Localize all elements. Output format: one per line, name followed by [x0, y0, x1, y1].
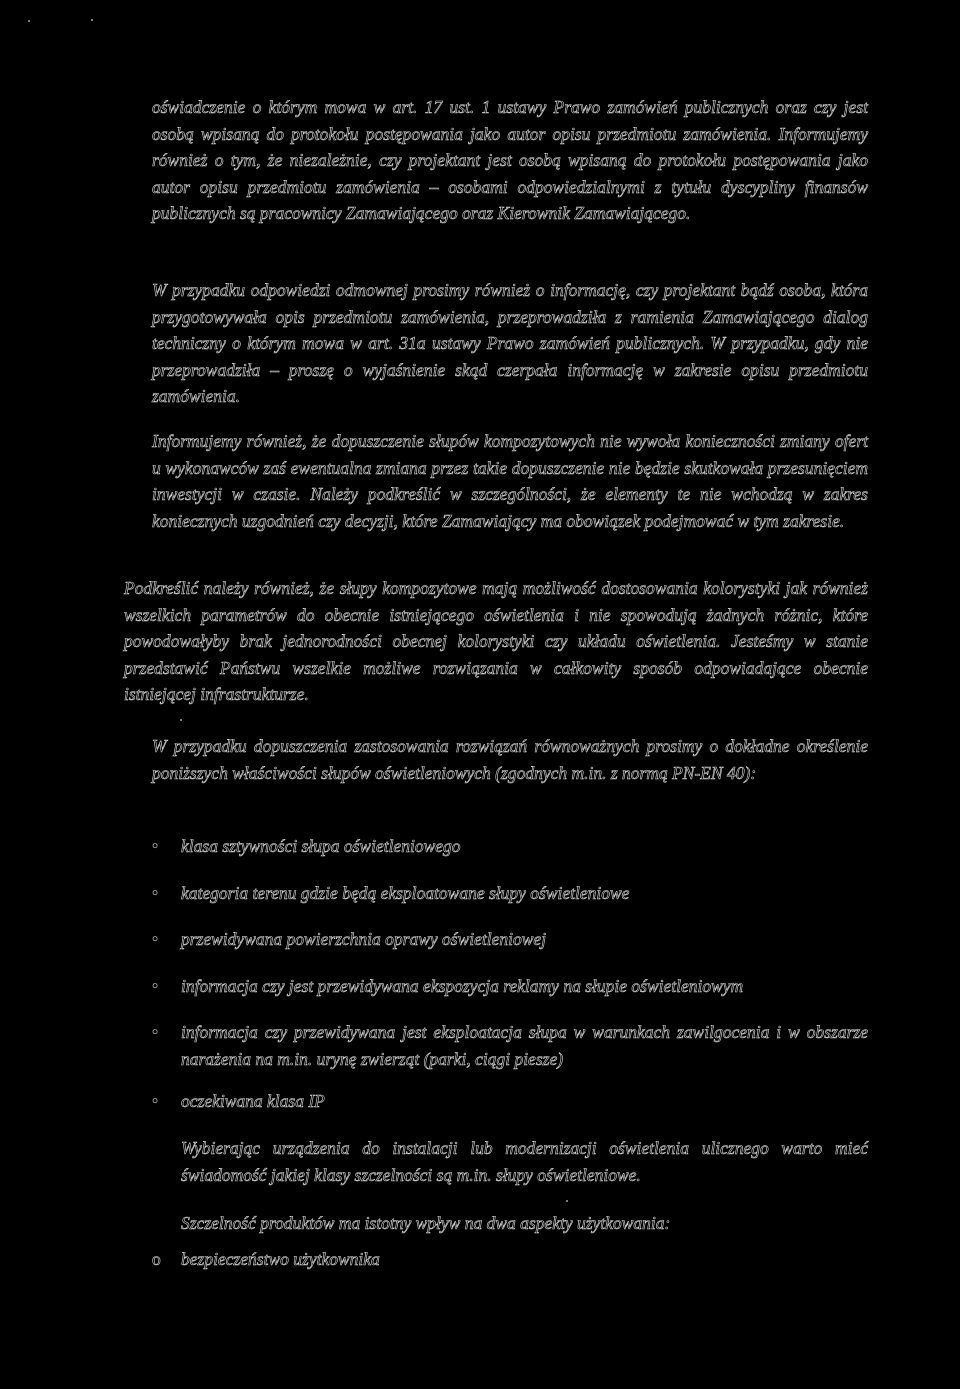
paragraph-device-selection: Wybierając urządzenia do instalacji lub modernizacji oświetlenia ulicznego warto mieć świadomość jakiej klasy szczelności są m.in. słupy oświetleniowe.: [181, 1138, 868, 1185]
paragraph-composite-poles: Informujemy również, że dopuszczenie słupów kompozytowych nie wywoła konieczności zmiany ofert u wykonawców zaś ewentualna zmiana przez takie dopuszczenie nie będzie skutkowała przesunięciem inwestycji w czasie. Należy podkreślić w szczególności, że elementy te nie wchodzą w zakres koniecznych uzgodnień czy decyzji, które Zamawiający ma obowiązek podejmować w tym zakresie.: [152, 431, 868, 531]
bullet-icon: •: [152, 929, 159, 950]
paragraph-negative-response: W przypadku odpowiedzi odmownej prosimy również o informację, czy projektant bądź osoba, która przygotowywała opis przedmiotu zamówienia, przeprowadziła z ramienia Zamawiającego dialog techniczny o którym mowa w art. 31a ustawy Prawo zamówień publicznych. W przypadku, gdy nie przeprowadziła – proszę o wyjaśnienie skąd czerpała informację w zakresie opisu przedmiotu zamówienia.: [152, 280, 868, 407]
list-item-text: informacja czy jest przewidywana ekspozycja reklamy na słupie oświetleniowym: [181, 975, 744, 996]
list-item-text: informacja czy przewidywana jest eksploatacja słupa w warunkach zawilgocenia i w obszarze narażenia na m.in. urynę zwierząt (parki, ciągi piesze): [181, 1022, 868, 1069]
paragraph-color-matching: Podkreślić należy również, że słupy kompozytowe mają możliwość dostosowania kolorystyki jak również wszelkich parametrów do obecnie istniejącego oświetlenia i nie spowodują żadnych różnic, które powodowałyby brak jednorodności obecnej kolorystyki czy układu oświetlenia. Jesteśmy w stanie przedstawić Państwu wszelkie możliwe rozwiązania w całkowity sposób odpowiadające obecnie istniejącej infrastrukturze.: [124, 578, 868, 705]
scan-speck: [180, 719, 182, 721]
properties-list: [152, 833, 868, 1134]
circle-bullet-icon: o: [152, 1249, 161, 1269]
bullet-icon: •: [152, 975, 159, 996]
sub-list-item-text: bezpieczeństwo użytkownika: [181, 1249, 380, 1269]
paragraph-declaration: oświadczenie o którym mowa w art. 17 ust. 1 ustawy Prawo zamówień publicznych oraz czy jest osobą wpisaną do protokołu postępowania jako autor opisu przedmiotu zamówienia. Informujemy również o tym, że niezależnie, czy projektant jest osobą wpisaną do protokołu postępowania jako autor opisu przedmiotu zamówienia – osobami odpowiedzialnymi z tytułu dyscypliny finansów publicznych są pracownicy Zamawiającego oraz Kierownik Zamawiającego.: [152, 97, 868, 224]
list-item: [152, 880, 868, 907]
list-item-text: oczekiwana klasa IP: [181, 1090, 325, 1111]
scan-speck: [28, 20, 30, 22]
list-item-text: klasa sztywności słupa oświetleniowego: [181, 836, 461, 856]
list-item: [152, 973, 868, 1000]
scan-speck: [566, 1200, 568, 1202]
list-item: [152, 833, 868, 860]
list-item-text: przewidywana powierzchnia oprawy oświetleniowej: [181, 929, 547, 950]
bullet-icon: •: [152, 1022, 159, 1043]
bullet-icon: •: [152, 1090, 159, 1111]
list-item: [152, 926, 868, 953]
paragraph-tightness-aspects: Szczelność produktów ma istotny wpływ na dwa aspekty użytkowania:: [181, 1213, 671, 1233]
bullet-icon: •: [152, 836, 159, 856]
list-item: [152, 1088, 868, 1115]
sub-list-item: [152, 1246, 868, 1273]
list-item-text: kategoria terenu gdzie będą eksploatowane słupy oświetleniowe: [181, 882, 630, 903]
bullet-icon: •: [152, 882, 159, 903]
list-item: [152, 1019, 868, 1072]
scan-speck: [91, 19, 93, 21]
paragraph-equivalent-solutions: W przypadku dopuszczenia zastosowania rozwiązań równoważnych prosimy o dokładne określenie poniższych właściwości słupów oświetleniowych (zgodnych m.in. z normą PN-EN 40):: [152, 736, 868, 783]
